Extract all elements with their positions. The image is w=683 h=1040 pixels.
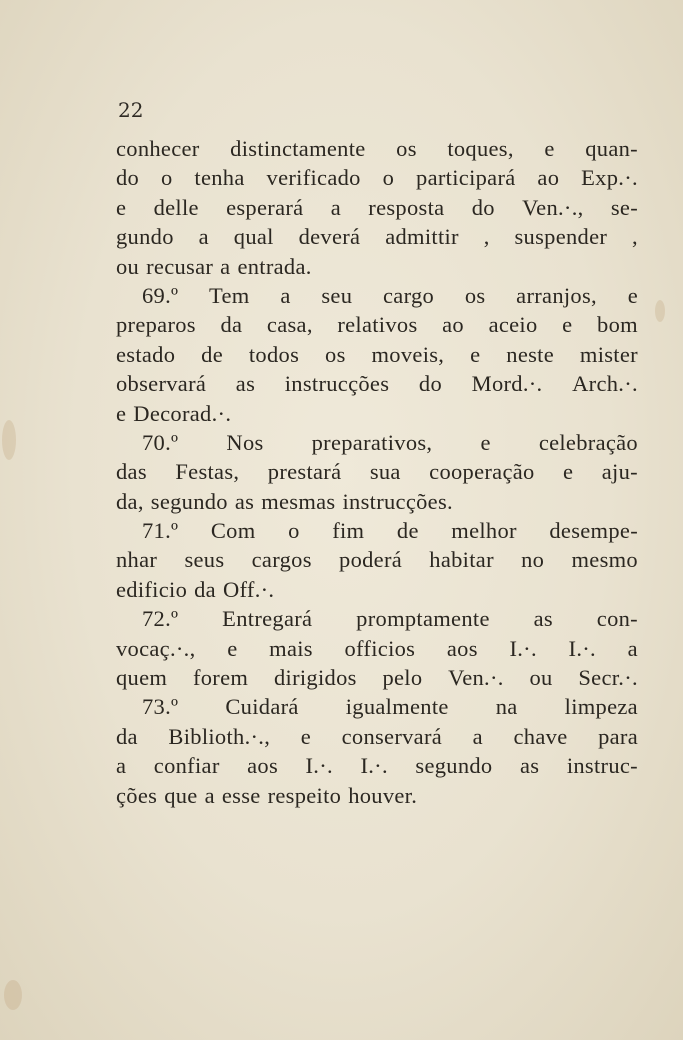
word: e xyxy=(563,459,574,485)
text-line xyxy=(116,663,638,692)
word: o xyxy=(288,518,300,544)
word: o xyxy=(382,165,395,191)
word: do xyxy=(471,194,495,220)
word: fim xyxy=(332,518,365,544)
word: seus xyxy=(184,547,225,573)
word: Secr.·. xyxy=(578,665,638,691)
word: no xyxy=(521,547,545,573)
word: quan- xyxy=(585,136,638,161)
word: e xyxy=(470,341,481,367)
text-line xyxy=(116,222,638,251)
word: a xyxy=(330,194,342,220)
word: cooperação xyxy=(429,459,535,485)
word: a xyxy=(627,635,638,661)
text-line xyxy=(116,604,638,633)
word: Tem xyxy=(209,282,250,308)
word: aceio xyxy=(488,312,538,338)
word: qual xyxy=(233,224,274,250)
text-line xyxy=(116,340,638,369)
word: os xyxy=(396,136,417,161)
word: aos xyxy=(446,635,478,661)
word: ou xyxy=(529,665,553,691)
word: chave xyxy=(513,723,568,749)
word: 72.º xyxy=(142,606,179,632)
word: dirigidos xyxy=(273,665,357,691)
word: ao xyxy=(537,165,560,191)
word: Ven.·., xyxy=(522,194,584,220)
word: conservará xyxy=(341,723,443,749)
word: as xyxy=(234,488,255,514)
word: prestará xyxy=(267,459,342,485)
word: Exp.·. xyxy=(581,165,638,191)
word: e xyxy=(300,723,312,749)
word: 73.º xyxy=(142,694,179,720)
word: a xyxy=(472,723,483,749)
text-line xyxy=(116,516,638,545)
word: pelo xyxy=(382,665,423,691)
text-line xyxy=(116,634,638,663)
word: resposta xyxy=(368,194,445,220)
word: mesmo xyxy=(571,547,638,573)
word: sua xyxy=(369,459,401,485)
word: Mord.·. xyxy=(471,371,543,397)
word: Arch.·. xyxy=(572,371,638,397)
word: ao xyxy=(442,312,464,338)
word: Off.·. xyxy=(222,576,275,602)
word: e xyxy=(116,194,127,220)
word: Entregará xyxy=(222,606,313,632)
text-line xyxy=(116,399,638,428)
word: a xyxy=(198,224,209,250)
word: e xyxy=(562,312,573,338)
body-text xyxy=(116,134,638,810)
word: as xyxy=(519,753,540,779)
word: e xyxy=(544,136,555,161)
word: I.·. xyxy=(305,753,333,779)
word: moveis, xyxy=(371,341,445,367)
word: I.·. xyxy=(360,753,388,779)
word: melhor xyxy=(451,518,517,544)
text-line xyxy=(116,722,638,751)
word: gundo xyxy=(116,224,174,250)
word: forem xyxy=(192,665,249,691)
word: e xyxy=(480,429,491,455)
word: quem xyxy=(116,665,168,691)
word: habitar xyxy=(429,547,494,573)
word: I.·. xyxy=(509,635,537,661)
word: vocaç.·., xyxy=(116,635,196,661)
word: Decorad.·. xyxy=(133,400,232,426)
word: houver. xyxy=(348,782,418,808)
word: do xyxy=(116,165,140,191)
word: instruc- xyxy=(566,753,638,779)
word: limpeza xyxy=(564,694,638,720)
text-line xyxy=(116,193,638,222)
word: esse xyxy=(221,782,261,808)
text-line xyxy=(116,545,638,574)
word: cargos xyxy=(251,547,312,573)
word: instrucções. xyxy=(342,488,453,514)
word: instrucções xyxy=(284,371,390,397)
text-line xyxy=(116,281,638,310)
word: todos xyxy=(248,341,300,367)
word: poderá xyxy=(339,547,403,573)
word: toques, xyxy=(447,136,514,161)
word: Cuidará xyxy=(225,694,299,720)
word: officios xyxy=(344,635,416,661)
word: bom xyxy=(597,312,638,338)
word: observará xyxy=(116,371,207,397)
word: recusar xyxy=(146,253,214,279)
word: as xyxy=(235,371,256,397)
word: segundo xyxy=(150,488,228,514)
word: Nos xyxy=(226,429,264,455)
paper-stain xyxy=(655,300,665,322)
word: 70.º xyxy=(142,429,179,455)
word: o xyxy=(160,165,173,191)
text-line xyxy=(116,457,638,486)
word: da xyxy=(116,723,138,749)
word: aju- xyxy=(601,459,638,485)
text-line xyxy=(116,310,638,339)
word: de xyxy=(201,341,223,367)
word: de xyxy=(396,518,419,544)
word: a xyxy=(116,753,127,779)
word: que xyxy=(164,782,198,808)
word: mister xyxy=(579,341,638,367)
word: , xyxy=(632,224,638,250)
word: da, xyxy=(116,488,144,514)
text-line xyxy=(116,428,638,457)
word: e xyxy=(627,282,638,308)
word: neste xyxy=(506,341,555,367)
text-line xyxy=(116,134,638,163)
word: ções xyxy=(116,782,158,808)
word: os xyxy=(464,282,486,308)
word: seu xyxy=(321,282,353,308)
word: para xyxy=(598,723,638,749)
word: verificado xyxy=(266,165,361,191)
word: ou xyxy=(116,253,140,279)
paper-stain xyxy=(2,420,16,460)
text-line xyxy=(116,487,638,516)
text-line xyxy=(116,751,638,780)
word: desempe- xyxy=(549,518,638,544)
word: segundo xyxy=(415,753,493,779)
word: distinctamente xyxy=(230,136,366,161)
word: 71.º xyxy=(142,518,179,544)
word: tenha xyxy=(194,165,245,191)
word: confiar xyxy=(153,753,220,779)
word: 69.º xyxy=(142,282,179,308)
word: preparativos, xyxy=(311,429,433,455)
word: e xyxy=(227,635,238,661)
word: respeito xyxy=(267,782,342,808)
word: da xyxy=(220,312,243,338)
word: igualmente xyxy=(345,694,449,720)
word: relativos xyxy=(337,312,418,338)
word: aos xyxy=(247,753,279,779)
word: Festas, xyxy=(175,459,240,485)
word: casa, xyxy=(266,312,313,338)
word: as xyxy=(533,606,553,632)
word: estado xyxy=(116,341,176,367)
word: Ven.·. xyxy=(448,665,504,691)
word: delle xyxy=(153,194,199,220)
word: das xyxy=(116,459,147,485)
word: a xyxy=(204,782,215,808)
word: edificio xyxy=(116,576,188,602)
word: deverá xyxy=(298,224,361,250)
word: admittir xyxy=(385,224,459,250)
word: os xyxy=(325,341,346,367)
word: conhecer xyxy=(116,136,200,161)
word: participará xyxy=(416,165,516,191)
text-line xyxy=(116,781,638,810)
page-number: 22 xyxy=(118,98,144,122)
word: promptamente xyxy=(356,606,490,632)
word: , xyxy=(483,224,490,250)
word: entrada. xyxy=(237,253,312,279)
word: arranjos, xyxy=(516,282,597,308)
word: celebração xyxy=(538,429,638,455)
text-line xyxy=(116,163,638,192)
word: I.·. xyxy=(568,635,596,661)
word: a xyxy=(220,253,231,279)
word: suspender xyxy=(514,224,608,250)
text-line xyxy=(116,692,638,721)
word: e xyxy=(116,400,127,426)
text-line xyxy=(116,369,638,398)
word: na xyxy=(495,694,518,720)
word: cargo xyxy=(383,282,435,308)
word: da xyxy=(194,576,216,602)
word: preparos xyxy=(116,312,196,338)
word: do xyxy=(418,371,443,397)
word: Biblioth.·., xyxy=(168,723,271,749)
word: esperará xyxy=(226,194,304,220)
word: mesmas xyxy=(261,488,336,514)
word: se- xyxy=(610,194,638,220)
paper-stain xyxy=(4,980,22,1010)
text-line xyxy=(116,252,638,281)
word: a xyxy=(280,282,291,308)
word: con- xyxy=(596,606,638,632)
text-line xyxy=(116,575,638,604)
word: mais xyxy=(269,635,313,661)
word: nhar xyxy=(116,547,158,573)
word: Com xyxy=(210,518,256,544)
